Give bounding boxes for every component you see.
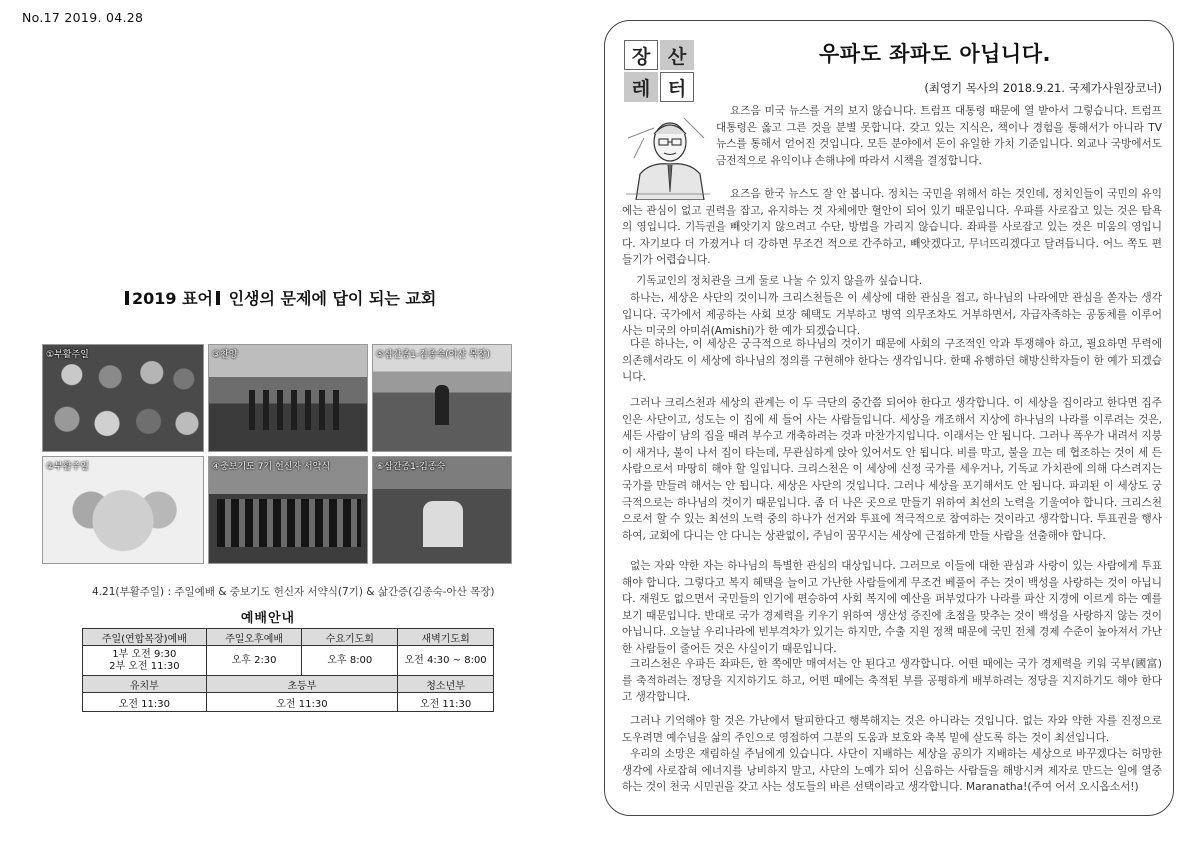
letter-paragraph: 우리의 소망은 재림하실 주님에게 있습니다. 사단이 지배하는 세상을 공의가 지배하는 세상으로 바꾸겠다는 허망한 생각에 사로잡혀 에너지를 낭비하지 말고, 사단의 노예가 되어 신음하는 사람들을 해방시켜 제자로 만드는 일에 열중하는 것이 천국 시민권을 갖고 사는 성도들의 바른 선택이라고 생각합니다. Maranatha!(주여 어서 오시옵소서!): [622, 748, 1162, 794]
table-header: 주일오후예배: [206, 629, 302, 646]
motto-bar-icon: [125, 291, 129, 305]
photo-caption: ②부활주일: [46, 462, 89, 472]
letter-paragraph: 다른 하나는, 이 세상은 궁극적으로 하나님의 것이기 때문에 사회의 구조적인 악과 투쟁해야 하고, 필요하면 무력에 의존해서라도 이 세상에 하나님의 정의를 구현해야 한다는 생각입니다. 한때 유행하던 해방신학자들이 한 예가 되겠습니다.: [622, 338, 1162, 384]
badge-char: 레: [624, 72, 658, 102]
photo-testimony: [372, 344, 512, 452]
photo-caption: ⑥삼간종1-김종숙: [376, 462, 446, 472]
letter-paragraph: 요즈음 미국 뉴스를 거의 보지 않습니다. 트럼프 대통령 때문에 열 받아서 그렇습니다. 트럼프 대통령은 옳고 그른 것을 분별 못합니다. 갖고 있는 지식은, 책이나 경험을 통해서가 아니라 TV 뉴스를 통해서 얻어진 것입니다. 모든 분야에서 돈이 유일한 가치 기준입니다. 외교나 국방에서도 금전적으로 유익이냐 손해냐에 따라서 시책을 결정합니다.: [716, 105, 1162, 167]
letter-paragraph: 그러나 기억해야 할 것은 가난에서 탈피한다고 행복해지는 것은 아니라는 것입니다. 없는 자와 약한 자를 진정으로 도우려면 예수님을 삶의 주인으로 영접하여 그분의 도움과 보호와 축복 밑에 살도록 하는 것이 최선입니다.: [622, 715, 1162, 744]
table-row: [83, 629, 494, 646]
photo-caption: ④충보기도 7기 헌신자 서약식: [212, 462, 331, 472]
letter-source: (최영기 목사의 2018.9.21. 국제가사원장코너): [924, 81, 1162, 95]
photo-prayer-ceremony: [208, 456, 368, 564]
motto-label: 2019 표어: [132, 289, 214, 308]
table-cell: [83, 646, 207, 676]
table-cell: 오후 2:30: [206, 646, 302, 676]
letter-paragraph: 하나는, 세상은 사단의 것이니까 크리스천들은 이 세상에 대한 관심을 접고, 하나님의 나라에만 관심을 쏟자는 생각입니다. 국가에서 제공하는 사회 보장 혜택도 거부하고 병역 의무조차도 거부하면서, 자급자족하는 공동체를 이루어 사는 미국의 아미쉬(Amishi)가 한 예가 되겠습니다.: [622, 292, 1162, 338]
badge-char: 산: [660, 40, 694, 70]
letter-paragraph: 그러나 크리스천과 세상의 관계는 이 두 극단의 중간쯤 되어야 한다고 생각합니다. 이 세상을 집이라고 한다면 집주인은 사단이고, 성도는 이 집에 세 들어 사는 사람들입니다. 세상을 개조해서 지상에 하나님의 나라를 이루려는 것은, 세든 사람이 남의 집을 때려 부수고 개축하려는 것과 마찬가지입니다. 이래서는 안 됩니다. 그러나 폭우가 내려서 지붕이 새거나, 불이 나서 집이 타는데, 무관심하게 앉아 있어서도 안 됩니다. 비를 막고, 불을 끄는 데 협조하는 것이 세 든 사람으로서 마땅히 해야 할 일입니다. 크리스천은 이 세상에 신정 국가를 세우거나, 기독교 가치관에 의해 다스려지는 국가를 만들려 해서는 안 됩니다. 세상은 사단의 것입니다. 그러나 세상을 포기해서도 안 됩니다. 파괴된 이 세상도 궁극적으로는 하나님의 것이기 때문입니다. 좀 더 나은 곳으로 만들기 위하여 최선의 노력을 기울여야 합니다. 크리스천으로서 할 수 있는 최선의 노력 중의 하나가 선거와 투표에 적극적으로 참여하는 것이라고 생각합니다. 투표권을 행사하여, 교회에 다니는 안 다니는 상관없이, 주님이 꿈꾸시는 세상에 근접하게 만들 사람을 선출해야 합니다.: [622, 397, 1162, 542]
letter-paragraph: 크리스천은 우파든 좌파든, 한 쪽에만 매여서는 안 된다고 생각합니다. 어떤 때에는 국가 경제력을 키워 국부(國富)를 축적하려는 정당을 지지하기도 하고, 어떤 때에는 축적된 부를 공평하게 배부하려는 정당을 지지하기도 해야 한다고 생각합니다.: [622, 658, 1162, 704]
badge-char: 장: [624, 40, 658, 70]
letter-paragraph: 기독교인의 정치관을 크게 둘로 나눌 수 있지 않을까 싶습니다.: [636, 275, 923, 287]
table-header: 새벽기도회: [398, 629, 494, 646]
letter-paragraph: 요즈음 한국 뉴스도 잘 안 봅니다. 정치는 국민을 위해서 하는 것인데, 정치인들이 국민의 유익에는 관심이 없고 권력을 잡고, 유지하는 것 자체에만 혈안이 되어 있기 때문입니다. 우파를 사로잡고 있는 것은 탐욕의 영입니다. 기득권을 빼앗기지 않으려고 수단, 방법을 가리지 않습니다. 좌파를 사로잡고 있는 것은 미움의 영입니다. 자기보다 더 가졌거나 더 강하면 무조건 적으로 간주하고, 빼앗겠다고, 무너뜨리겠다고 달려듭니다. 어느 쪽도 편들기가 어렵습니다.: [622, 188, 1162, 267]
photo-testimony-2: [372, 456, 512, 564]
church-motto: [122, 286, 482, 309]
letter-title: 우파도 좌파도 아닙니다.: [819, 42, 1051, 66]
table-cell: 오전 11:30: [206, 693, 398, 712]
motto-text: 인생의 문제에 답이 되는 교회: [228, 289, 437, 308]
issue-date: No.17 2019. 04.28: [22, 10, 144, 25]
table-header: 초등부: [206, 676, 398, 693]
photo-caption-line: 4.21(부활주일) : 주일예배 & 중보기도 헌신자 서약식(7기) & 삶간증(김종숙-아산 목장): [92, 586, 495, 598]
table-cell: 오전 4:30 ~ 8:00: [398, 646, 494, 676]
photo-caption: ③찬양: [212, 350, 238, 360]
table-header: 청소년부: [398, 676, 494, 693]
photo-caption: ①부활주일: [46, 350, 89, 360]
table-row: [83, 646, 494, 676]
table-cell: 오후 8:00: [302, 646, 398, 676]
motto-bar-icon: [216, 291, 220, 305]
sunday-time-1: 1부 오전 9:30: [112, 648, 177, 660]
table-cell: 오전 11:30: [83, 693, 207, 712]
table-header: 주일(연합목장)예배: [83, 629, 207, 646]
worship-table: [82, 628, 494, 712]
photo-easter-basket: [42, 456, 204, 564]
sunday-time-2: 2부 오전 11:30: [109, 660, 180, 672]
photo-caption: ⑤삼간종1-김종숙(아산 목장): [376, 350, 490, 360]
badge-char: 터: [660, 72, 694, 102]
table-header: 수요기도회: [302, 629, 398, 646]
letter-paragraph: 없는 자와 약한 자는 하나님의 특별한 관심의 대상입니다. 그러므로 이들에 대한 관심과 사랑이 있는 사람에게 투표해야 합니다. 그렇다고 복지 혜택을 늘이고 가난한 사람들에게 무조건 베풀어 주는 것이 백성을 사랑하는 것이 아닙니다. 재원도 없으면서 국민들의 인기에 편승하여 사회 복지에 예산을 퍼부었다가 나라를 파산 지경에 이르게 하는 예를 보기 때문입니다. 반대로 국가 경제력을 키우기 위하여 생산성 증진에 초점을 맞추는 것이 백성을 사랑하지 않는 것이 아닙니다. 오늘날 우리나라에 빈부격차가 있기는 하지만, 수출 지원 정책 때문에 국민 전체 경제 수준이 높아져서 가난한 사람들이 줄어든 것은 사실이기 때문입니다.: [622, 560, 1162, 655]
table-header: 유치부: [83, 676, 207, 693]
column-badge: [624, 40, 698, 106]
table-cell: 오전 11:30: [398, 693, 494, 712]
photo-praise: [208, 344, 368, 452]
photo-collage: [42, 344, 512, 566]
table-row: [83, 676, 494, 693]
photo-easter-eggs: [42, 344, 204, 452]
table-row: [83, 693, 494, 712]
worship-title: 예배안내: [240, 611, 296, 626]
